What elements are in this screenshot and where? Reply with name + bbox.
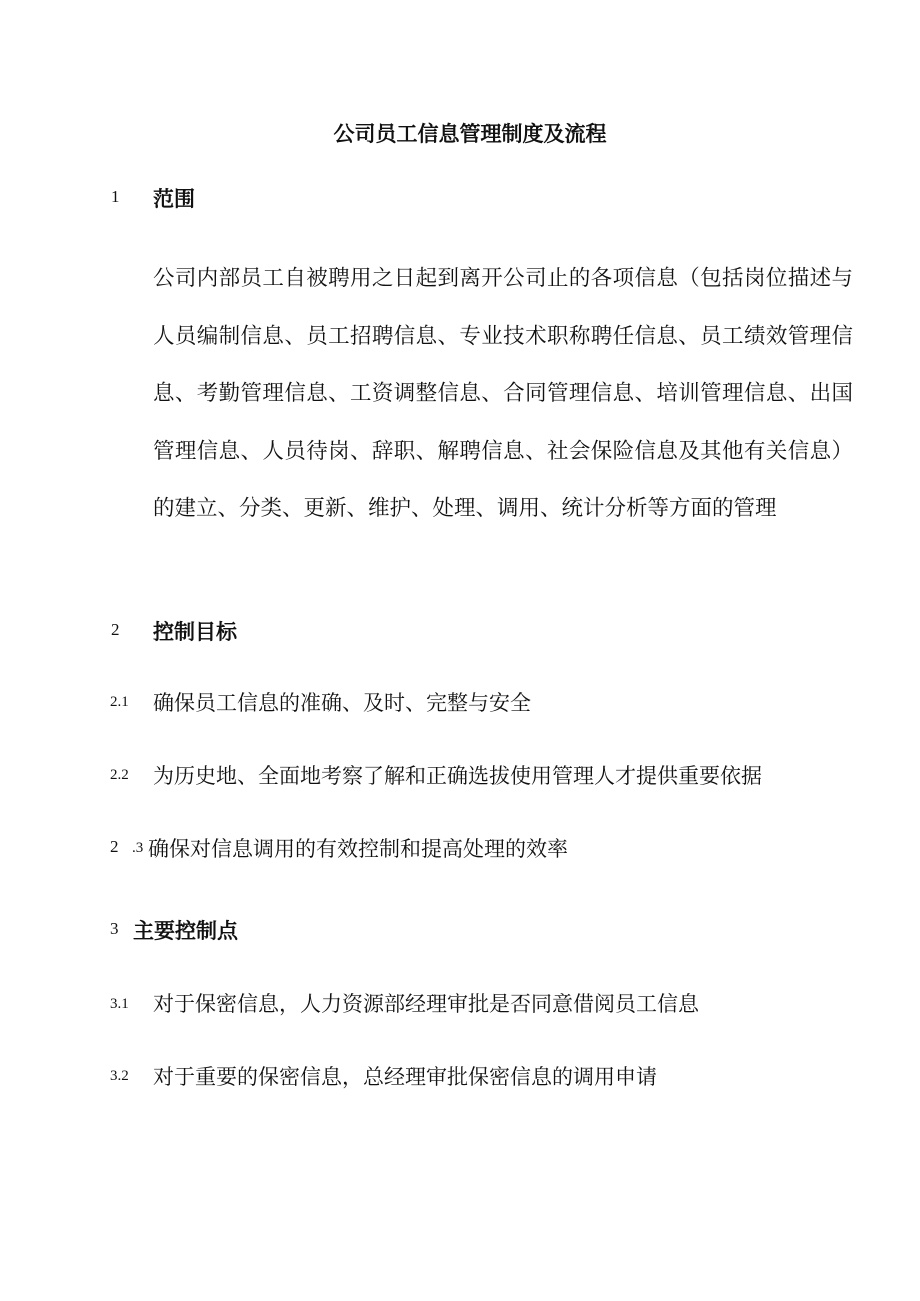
section-1-paragraph: 公司内部员工自被聘用之日起到离开公司止的各项信息（包括岗位描述与人员编制信息、员工招聘信息、专业技术职称聘任信息、员工绩效管理信息、考勤管理信息、工资调整信息、合同管理信息、培训管理信息、出国管理信息、人员待岗、辞职、解聘信息、社会保险信息及其他有关信息）的建立、分类、更新、维护、处理、调用、统计分析等方面的管理 xyxy=(153,266,853,521)
document-title: 公司员工信息管理制度及流程 xyxy=(333,122,607,146)
item-2-2-number: 2.2 xyxy=(110,767,129,783)
item-2-3-text: 确保对信息调用的有效控制和提高处理的效率 xyxy=(148,837,568,861)
item-2-1-number: 2.1 xyxy=(110,694,129,710)
item-3-2-number: 3.2 xyxy=(110,1068,129,1084)
item-3-2-text: 对于重要的保密信息，总经理审批保密信息的调用申请 xyxy=(153,1065,657,1089)
section-3-title: 主要控制点 xyxy=(133,919,238,943)
section-1-number: 1 xyxy=(111,187,120,206)
section-2-number: 2 xyxy=(111,620,120,639)
section-2-title: 控制目标 xyxy=(153,620,237,644)
section-3-number: 3 xyxy=(110,919,119,938)
item-3-1-text: 对于保密信息，人力资源部经理审批是否同意借阅员工信息 xyxy=(153,992,699,1016)
item-2-3-number-suffix: .3 xyxy=(132,840,144,856)
item-3-1-number: 3.1 xyxy=(110,996,129,1012)
item-2-3-number: 2 xyxy=(110,837,119,856)
item-2-1-text: 确保员工信息的准确、及时、完整与安全 xyxy=(153,691,531,715)
section-1-title: 范围 xyxy=(153,187,195,211)
item-2-2-text: 为历史地、全面地考察了解和正确选拔使用管理人才提供重要依据 xyxy=(153,764,762,788)
